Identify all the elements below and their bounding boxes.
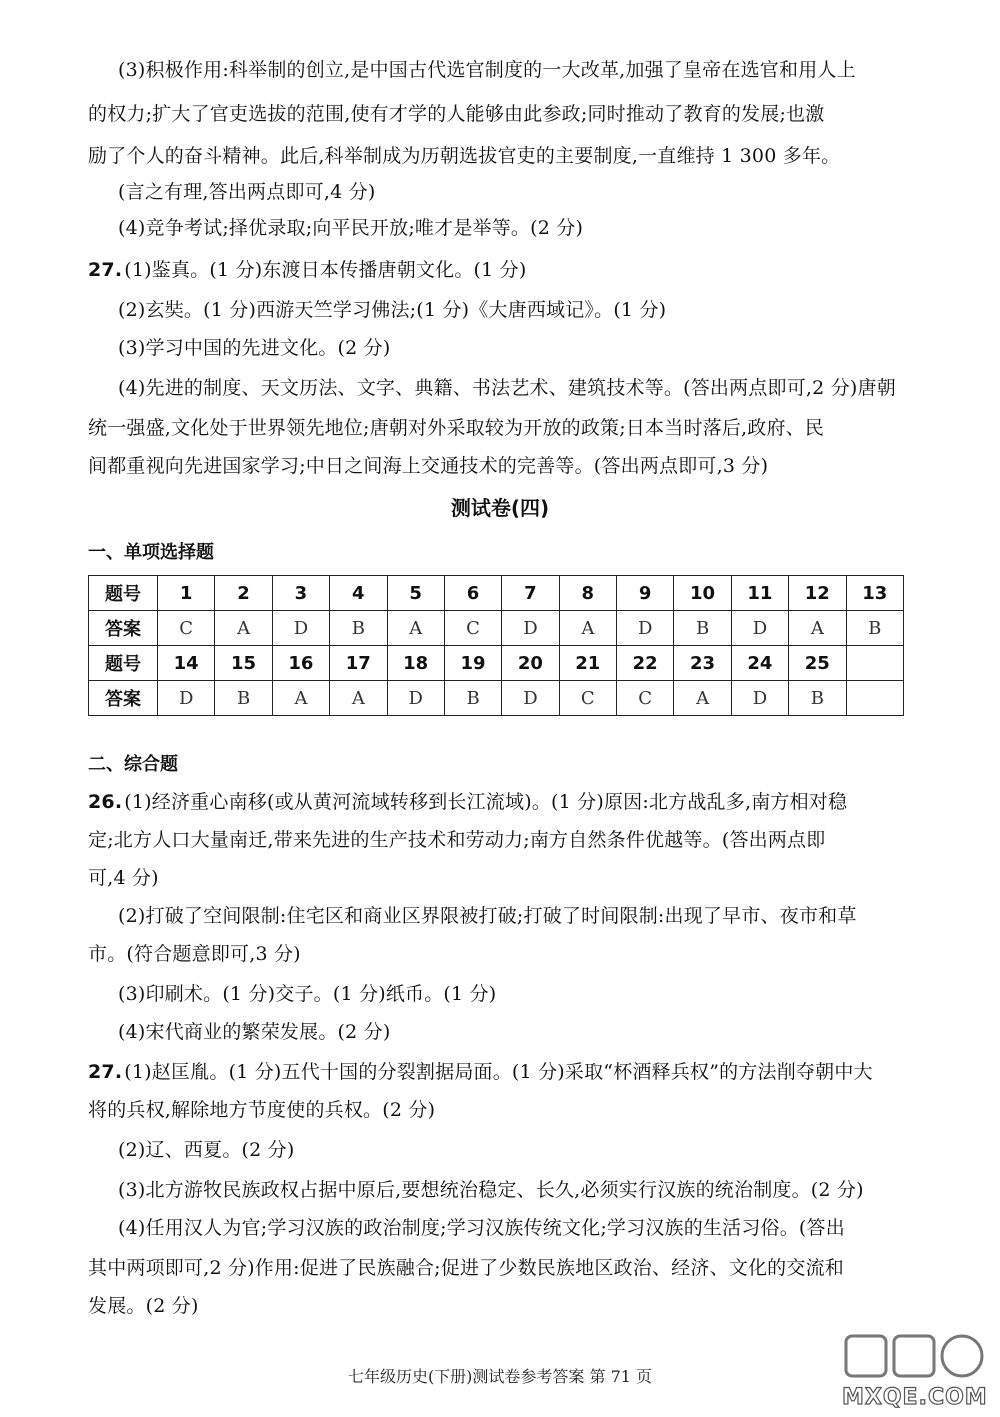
table-cell: B <box>789 681 846 716</box>
table-cell: 25 <box>789 646 846 681</box>
table-cell: A <box>674 681 731 716</box>
text-line: 发展。(2 分) <box>88 1295 199 1317</box>
watermark-text: MXQE.COM <box>842 1385 988 1410</box>
text-line: (2)打破了空间限制:住宅区和商业区界限被打破;打破了时间限制:出现了早市、夜市和草 <box>118 905 857 927</box>
table-cell: B <box>215 681 272 716</box>
table-cell: D <box>387 681 444 716</box>
table-cell <box>846 681 904 716</box>
table-cell: C <box>617 681 674 716</box>
text-line: (言之有理,答出两点即可,4 分) <box>118 181 376 203</box>
table-cell: A <box>215 611 272 646</box>
table-cell: 8 <box>559 576 616 611</box>
table-cell: A <box>272 681 329 716</box>
answer-table <box>88 575 904 716</box>
table-cell: B <box>674 611 731 646</box>
text-line: (3)北方游牧民族政权占据中原后,要想统治稳定、长久,必须实行汉族的统治制度。(2 分) <box>118 1179 864 1201</box>
table-cell: 7 <box>502 576 559 611</box>
num-label-cell: 题号 <box>89 646 158 681</box>
table-cell: A <box>387 611 444 646</box>
text-line: 将的兵权,解除地方节度使的兵权。(2 分) <box>88 1099 436 1121</box>
table-row <box>89 681 904 716</box>
text-line: (1)赵匡胤。(1 分)五代十国的分裂割据局面。(1 分)采取“杯酒释兵权”的方法削夺朝中大 <box>124 1061 873 1083</box>
question-27-first-line <box>88 258 527 282</box>
table-cell: D <box>272 611 329 646</box>
table-cell: D <box>158 681 215 716</box>
table-cell: 13 <box>846 576 904 611</box>
question-number: 26. <box>88 791 123 813</box>
table-cell: 6 <box>444 576 501 611</box>
table-cell: 20 <box>502 646 559 681</box>
table-cell: 11 <box>731 576 788 611</box>
section-title-comprehensive: 二、综合题 <box>88 754 178 775</box>
test-title: 测试卷(四) <box>450 496 550 520</box>
table-cell: 9 <box>617 576 674 611</box>
text-line: (4)先进的制度、天文历法、文字、典籍、书法艺术、建筑技术等。(答出两点即可,2 分)唐朝 <box>118 377 896 399</box>
text-line: (3)印刷术。(1 分)交子。(1 分)纸币。(1 分) <box>118 983 497 1005</box>
question-26-first-line <box>88 790 847 814</box>
table-cell: 4 <box>330 576 387 611</box>
table-cell: D <box>731 611 788 646</box>
text-line: (3)学习中国的先进文化。(2 分) <box>118 337 391 359</box>
text-line: 市。(符合题意即可,3 分) <box>88 943 301 965</box>
table-cell: C <box>444 611 501 646</box>
text-line: 间都重视向先进国家学习;中日之间海上交通技术的完善等。(答出两点即可,3 分) <box>88 455 769 477</box>
question-number: 27. <box>88 259 123 281</box>
ans-label-cell: 答案 <box>89 611 158 646</box>
text-line: 定;北方人口大量南迁,带来先进的生产技术和劳动力;南方自然条件优越等。(答出两点即 <box>88 829 826 851</box>
text-line: 统一强盛,文化处于世界领先地位;唐朝对外采取较为开放的政策;日本当时落后,政府、民 <box>88 417 825 439</box>
table-cell: 17 <box>330 646 387 681</box>
table-cell: B <box>330 611 387 646</box>
table-cell: D <box>502 611 559 646</box>
text-line: (1)经济重心南移(或从黄河流域转移到长江流域)。(1 分)原因:北方战乱多,南方相对稳 <box>124 791 848 813</box>
table-cell: B <box>444 681 501 716</box>
table-row <box>89 611 904 646</box>
ans-label-cell: 答案 <box>89 681 158 716</box>
table-cell: 10 <box>674 576 731 611</box>
text-line: (1)鉴真。(1 分)东渡日本传播唐朝文化。(1 分) <box>124 259 527 281</box>
table-cell: 14 <box>158 646 215 681</box>
table-cell: 24 <box>731 646 788 681</box>
table-cell: 23 <box>674 646 731 681</box>
table-cell: 21 <box>559 646 616 681</box>
table-cell: C <box>559 681 616 716</box>
table-cell: 18 <box>387 646 444 681</box>
table-cell: 2 <box>215 576 272 611</box>
table-cell: 1 <box>158 576 215 611</box>
table-cell: D <box>731 681 788 716</box>
table-row <box>89 646 904 681</box>
page-footer: 七年级历史(下册)测试卷参考答案 第 71 页 <box>347 1367 653 1386</box>
text-line: 励了个人的奋斗精神。此后,科举制成为历朝选拔官吏的主要制度,一直维持 1 300 多年。 <box>88 145 841 167</box>
table-cell: D <box>617 611 674 646</box>
table-cell: C <box>158 611 215 646</box>
table-cell: 16 <box>272 646 329 681</box>
num-label-cell: 题号 <box>89 576 158 611</box>
question-27-second-first-line <box>88 1060 873 1084</box>
table-cell: A <box>789 611 846 646</box>
text-line: 其中两项即可,2 分)作用:促进了民族融合;促进了少数民族地区政治、经济、文化的交流和 <box>88 1257 844 1279</box>
table-cell: B <box>846 611 904 646</box>
table-cell: 5 <box>387 576 444 611</box>
text-line: (2)玄奘。(1 分)西游天竺学习佛法;(1 分)《大唐西域记》。(1 分) <box>118 299 667 321</box>
table-cell: 19 <box>444 646 501 681</box>
table-cell: 22 <box>617 646 674 681</box>
table-row <box>89 576 904 611</box>
table-cell: A <box>330 681 387 716</box>
question-number: 27. <box>88 1061 123 1083</box>
text-line: (4)宋代商业的繁荣发展。(2 分) <box>118 1021 391 1043</box>
table-cell: 15 <box>215 646 272 681</box>
table-cell: 3 <box>272 576 329 611</box>
table-cell: D <box>502 681 559 716</box>
text-line: 的权力;扩大了官吏选拔的范围,使有才学的人能够由此参政;同时推动了教育的发展;也激 <box>88 103 825 125</box>
table-cell: A <box>559 611 616 646</box>
text-line: (3)积极作用:科举制的创立,是中国古代选官制度的一大改革,加强了皇帝在选官和用人上 <box>118 59 856 81</box>
text-line: (2)辽、西夏。(2 分) <box>118 1139 295 1161</box>
text-line: 可,4 分) <box>88 867 159 889</box>
text-line: (4)任用汉人为官;学习汉族的政治制度;学习汉族传统文化;学习汉族的生活习俗。(答出 <box>118 1217 845 1239</box>
text-line: (4)竞争考试;择优录取;向平民开放;唯才是举等。(2 分) <box>118 217 584 239</box>
section-title-choice: 一、单项选择题 <box>88 542 214 563</box>
table-cell: 12 <box>789 576 846 611</box>
table-cell <box>846 646 904 681</box>
